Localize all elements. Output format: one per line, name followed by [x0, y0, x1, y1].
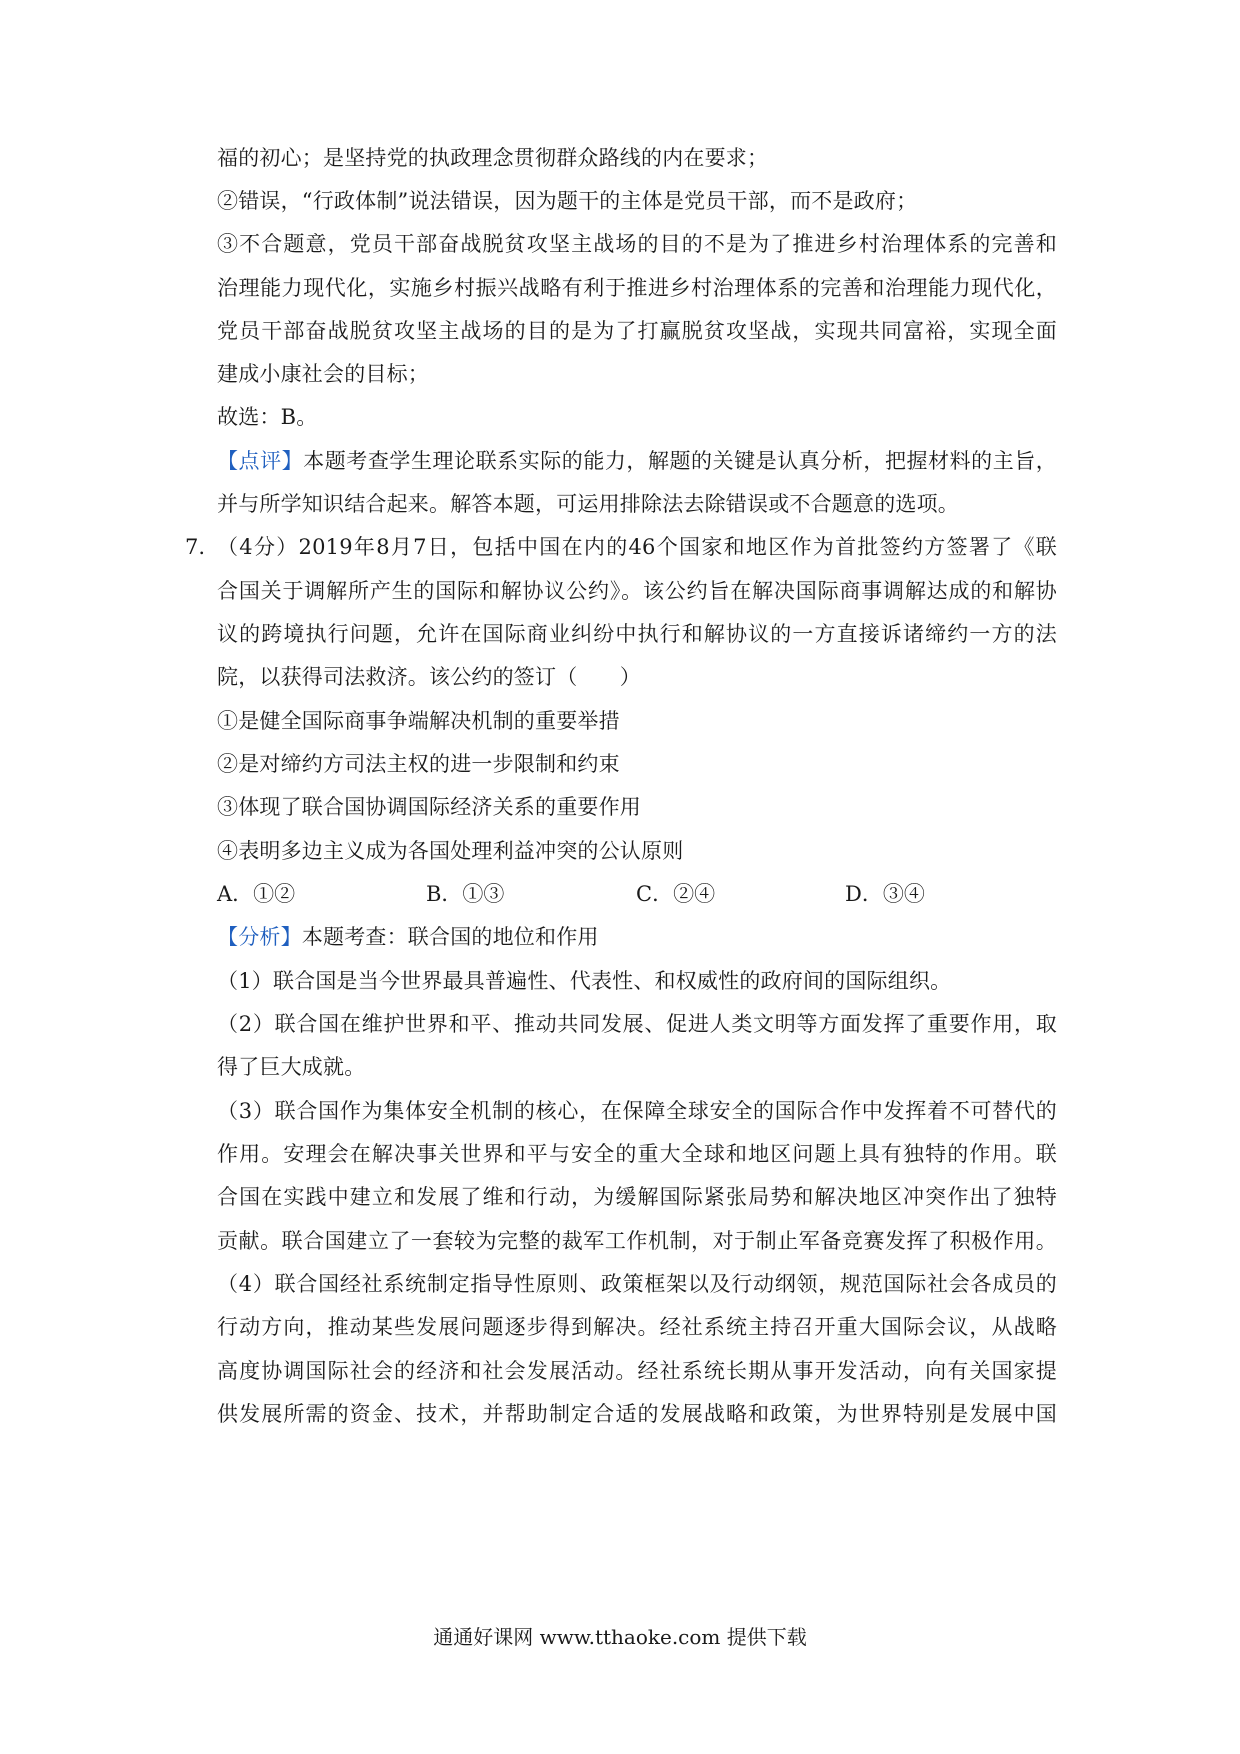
statement-item: ①是健全国际商事争端解决机制的重要举措 — [217, 709, 620, 733]
analysis-line: 治理能力现代化，实施乡村振兴战略有利于推进乡村治理体系的完善和治理能力现代化， — [217, 276, 1057, 300]
question-stem-line: 院，以获得司法救济。该公约的签订（ ） — [217, 665, 641, 689]
analysis-line: ②错误，“行政体制”说法错误，因为题干的主体是党员干部，而不是政府； — [217, 189, 918, 213]
analysis-line: ③不合题意，党员干部奋战脱贫攻坚主战场的目的不是为了推进乡村治理体系的完善和 — [217, 232, 1057, 256]
option-c: C．②④ — [636, 882, 716, 906]
analysis-line: （2）联合国在维护世界和平、推动共同发展、促进人类文明等方面发挥了重要作用，取 — [217, 1012, 1057, 1036]
analysis-line: 建成小康社会的目标； — [217, 362, 429, 386]
comment-line — [217, 446, 1057, 476]
option-a: A．①② — [217, 882, 296, 906]
analysis-line: 党员干部奋战脱贫攻坚主战场的目的是为了打赢脱贫攻坚战，实现共同富裕，实现全面 — [217, 319, 1057, 343]
question-number: 7. — [185, 535, 206, 559]
question-stem-line: 合国关于调解所产生的国际和解协议公约》。该公约旨在解决国际商事调解达成的和解协 — [217, 579, 1057, 603]
analysis-line: 行动方向，推动某些发展问题逐步得到解决。经社系统主持召开重大国际会议，从战略 — [217, 1315, 1057, 1339]
analysis-line: 贡献。联合国建立了一套较为完整的裁军工作机制，对于制止军备竞赛发挥了积极作用。 — [217, 1229, 1057, 1253]
option-d: D．③④ — [845, 882, 925, 906]
question-stem-line: （4分）2019年8月7日，包括中国在内的46个国家和地区作为首批签约方签署了《联 — [217, 535, 1057, 559]
analysis-tag: 【分析】 — [217, 925, 302, 949]
analysis-line: （1）联合国是当今世界最具普遍性、代表性、和权威性的政府间的国际组织。 — [217, 969, 952, 993]
statement-item: ②是对缔约方司法主权的进一步限制和约束 — [217, 752, 620, 776]
page-footer: 通通好课网 www.tthaoke.com 提供下载 — [433, 1625, 807, 1649]
analysis-line: 作用。安理会在解决事关世界和平与安全的重大全球和地区问题上具有独特的作用。联 — [217, 1142, 1057, 1166]
analysis-line: 供发展所需的资金、技术，并帮助制定合适的发展战略和政策，为世界特别是发展中国 — [217, 1402, 1057, 1426]
answer-options — [217, 879, 1057, 909]
analysis-line: 合国在实践中建立和发展了维和行动，为缓解国际紧张局势和解决地区冲突作出了独特 — [217, 1185, 1057, 1209]
statement-item: ③体现了联合国协调国际经济关系的重要作用 — [217, 795, 641, 819]
analysis-line: 得了巨大成就。 — [217, 1055, 366, 1079]
question-stem-line: 议的跨境执行问题，允许在国际商业纠纷中执行和解协议的一方直接诉诸缔约一方的法 — [217, 622, 1057, 646]
analysis-line: （4）联合国经社系统制定指导性原则、政策框架以及行动纲领，规范国际社会各成员的 — [217, 1272, 1057, 1296]
comment-line: 并与所学知识结合起来。解答本题，可运用排除法去除错误或不合题意的选项。 — [217, 492, 959, 516]
comment-text: 本题考查学生理论联系实际的能力，解题的关键是认真分析，把握材料的主旨， — [303, 449, 1057, 473]
analysis-line: 高度协调国际社会的经济和社会发展活动。经社系统长期从事开发活动，向有关国家提 — [217, 1359, 1057, 1383]
analysis-line: （3）联合国作为集体安全机制的核心，在保障全球安全的国际合作中发挥着不可替代的 — [217, 1099, 1057, 1123]
analysis-line: 福的初心；是坚持党的执政理念贯彻群众路线的内在要求； — [217, 146, 769, 170]
option-b: B．①③ — [426, 882, 505, 906]
analysis-heading — [217, 922, 1057, 952]
comment-tag: 【点评】 — [217, 449, 304, 473]
analysis-intro: 本题考查：联合国的地位和作用 — [301, 925, 599, 949]
answer-line: 故选：B。 — [217, 405, 318, 429]
statement-item: ④表明多边主义成为各国处理利益冲突的公认原则 — [217, 839, 684, 863]
